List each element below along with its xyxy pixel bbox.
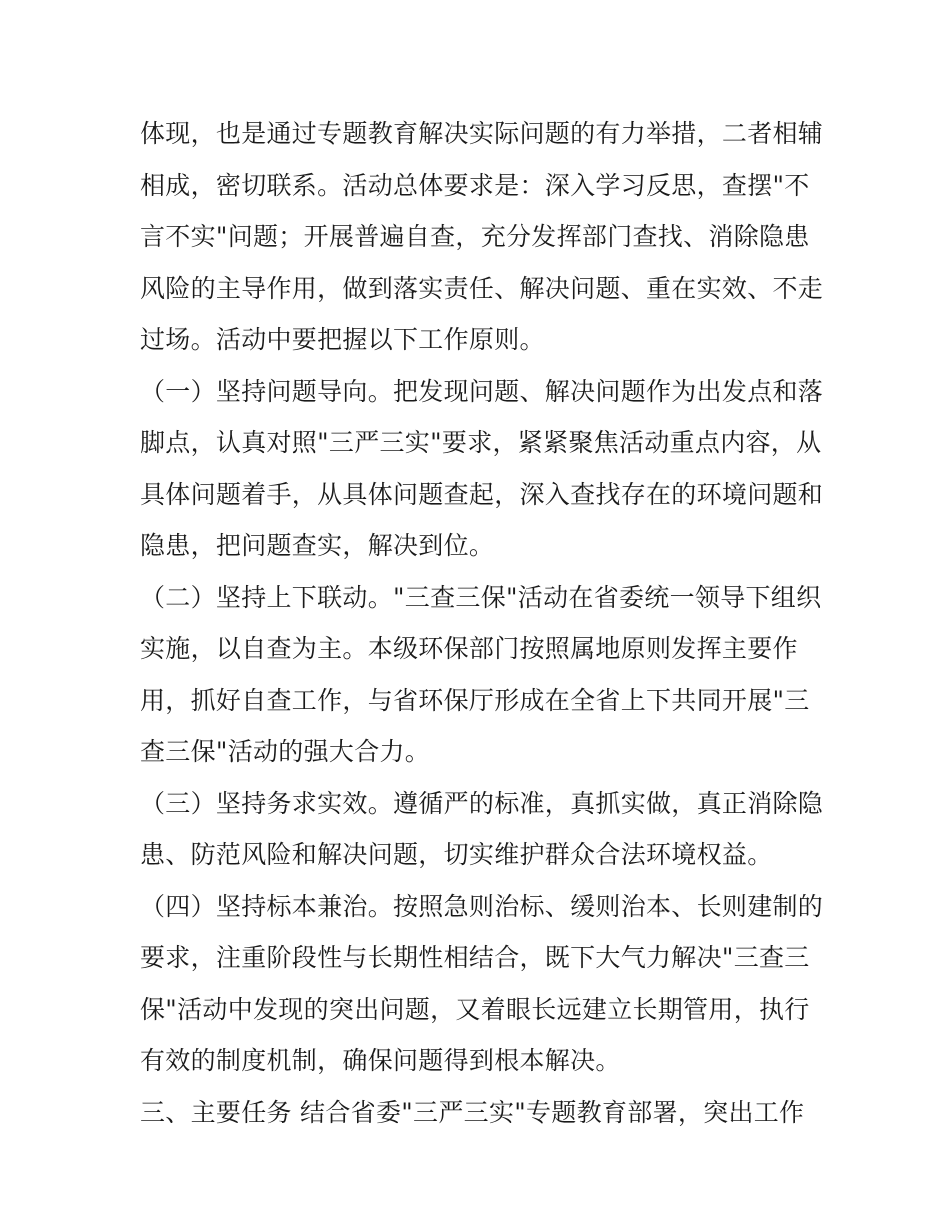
body-text xyxy=(140,108,824,1138)
text-line: 隐患，把问题查实，解决到位。 xyxy=(140,531,495,560)
text-line: 患、防范风险和解决问题，切实维护群众合法环境权益。 xyxy=(140,840,773,869)
text-line: （二）坚持上下联动。"三查三保"活动在省委统一领导下组织 xyxy=(140,582,822,612)
text-line: 言不实"问题；开展普遍自查，充分发挥部门查找、消除隐患 xyxy=(140,222,810,251)
text-line: 实施，以自查为主。本级环保部门按照属地原则发挥主要作 xyxy=(140,634,798,663)
text-line: （三）坚持务求实效。遵循严的标准，真抓实做，真正消除隐 xyxy=(140,788,824,818)
text-line: 有效的制度机制，确保问题得到根本解决。 xyxy=(140,1046,621,1075)
text-line: 三、主要任务 结合省委"三严三实"专题教育部署，突出工作 xyxy=(140,1097,805,1127)
text-line: 要求，注重阶段性与长期性相结合，既下大气力解决"三查三 xyxy=(140,943,810,972)
text-line: 风险的主导作用，做到落实责任、解决问题、重在实效、不走 xyxy=(140,273,824,303)
text-line: 体现，也是通过专题教育解决实际问题的有力举措，二者相辅 xyxy=(140,119,824,148)
text-line: （一）坚持问题导向。把发现问题、解决问题作为出发点和落 xyxy=(140,376,824,406)
text-line: 查三保"活动的强大合力。 xyxy=(140,737,431,766)
text-line: 脚点，认真对照"三严三实"要求，紧紧聚焦活动重点内容，从 xyxy=(140,428,822,457)
text-line: 保"活动中发现的突出问题，又着眼长远建立长期管用，执行 xyxy=(140,994,810,1024)
text-line: 过场。活动中要把握以下工作原则。 xyxy=(140,325,545,354)
text-line: 相成，密切联系。活动总体要求是：深入学习反思，查摆"不 xyxy=(140,170,810,200)
text-line: 用，抓好自查工作，与省环保厅形成在全省上下共同开展"三 xyxy=(140,685,810,715)
text-line: （四）坚持标本兼治。按照急则治标、缓则治本、长则建制的 xyxy=(140,891,824,921)
text-line: 具体问题着手，从具体问题查起，深入查找存在的环境问题和 xyxy=(140,479,824,509)
